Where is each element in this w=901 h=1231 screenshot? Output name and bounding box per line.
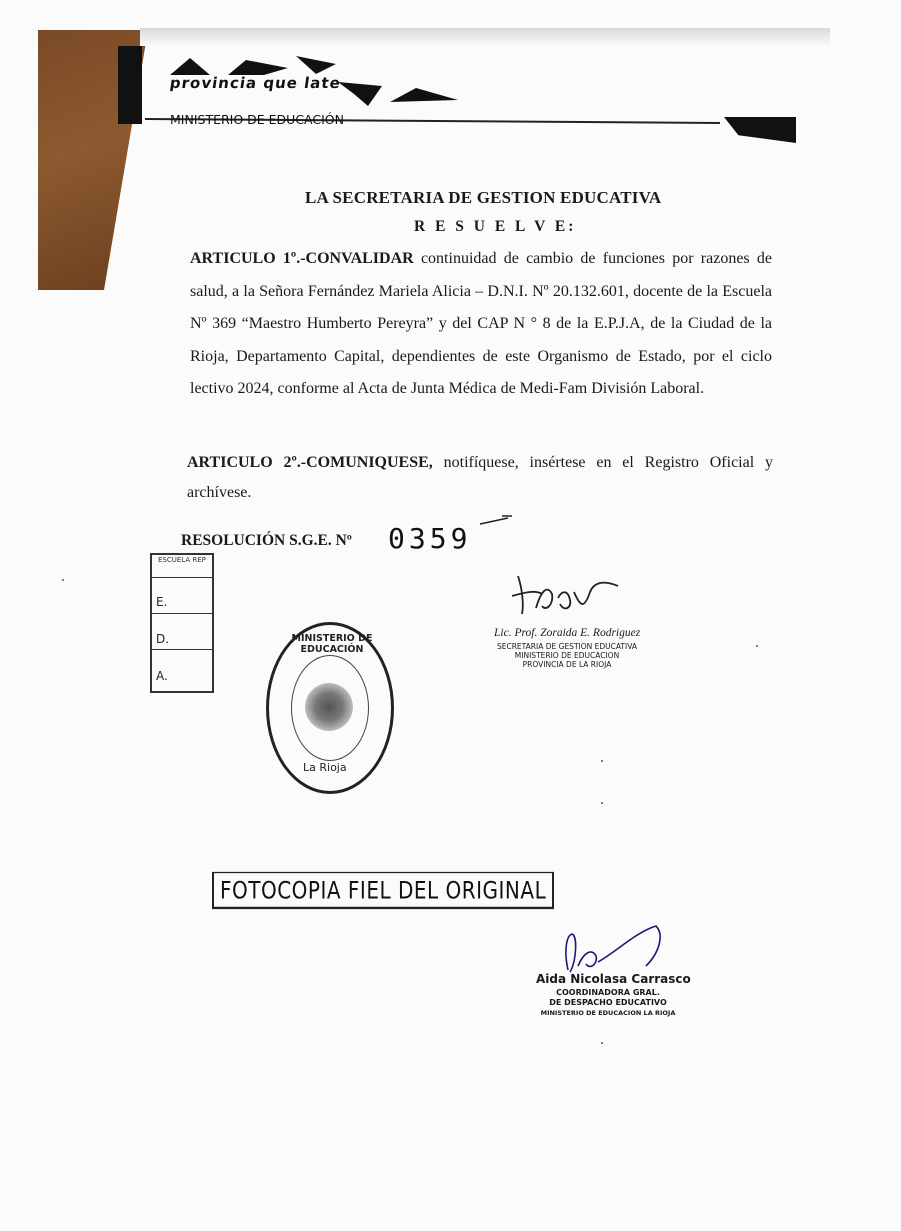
- signature-2-name: Aida Nicolasa Carrasco: [536, 972, 691, 986]
- signature-2-role-line: COORDINADORA GRAL.: [556, 988, 660, 997]
- signature-2-role-line: MINISTERIO DE EDUCACION LA RIOJA: [540, 1009, 676, 1017]
- stamp-divider: [152, 613, 212, 614]
- speck: [601, 802, 603, 804]
- signature-1-role: [495, 642, 639, 669]
- seal-bottom-text: La Rioja: [303, 761, 347, 774]
- signature-1-role-line: PROVINCIA DE LA RIOJA: [522, 660, 612, 669]
- ministry-heading: MINISTERIO DE EDUCACIÓN: [170, 112, 344, 127]
- register-stamp-box: [150, 553, 214, 693]
- signature-1-scribble-icon: [508, 568, 628, 624]
- speck: [601, 760, 603, 762]
- signature-1-name: Lic. Prof. Zoraida E. Rodriguez: [494, 627, 641, 639]
- stamp-row-label: E.: [156, 595, 168, 609]
- article-2: [187, 448, 773, 508]
- speck: [62, 579, 64, 581]
- paper-shadow: [140, 28, 830, 46]
- certified-copy-stamp: FOTOCOPIA FIEL DEL ORIGINAL: [212, 872, 554, 909]
- signature-2-scribble-icon: [556, 922, 676, 978]
- header-tab-mark: [724, 117, 796, 143]
- article-1-text: continuidad de cambio de funciones por razones de salud, a la Señora Fernández Mariela Alicia – D.N.I. Nº 20.132.601, docente de la Escuela Nº 369 “Maestro Humberto Pereyra” y del CAP N ° 8 de la E.P.J.A, de la Ciudad de la Rioja, Departamento Capital, dependientes de este Organismo de Estado, por el ciclo lectivo 2024, conforme al Acta de Junta Médica de Medi-Fam División Laboral.: [190, 250, 773, 397]
- article-1-label: ARTICULO 1º.-CONVALIDAR: [190, 250, 414, 267]
- article-1: [190, 243, 772, 406]
- speck: [601, 1042, 603, 1044]
- stamp-divider: [152, 649, 212, 650]
- resolution-label: RESOLUCIÓN S.G.E. Nº: [181, 532, 352, 549]
- stamp-row-label: A.: [156, 669, 168, 683]
- article-2-text: notifíquese, insértese en el Registro Oficial y archívese.: [187, 454, 773, 501]
- resuelve-heading: R E S U E L V E:: [414, 218, 577, 235]
- signature-2-role-line: DE DESPACHO EDUCATIVO: [549, 998, 667, 1007]
- logo-text: provincia que late: [168, 74, 343, 92]
- signature-1-role-line: MINISTERIO DE EDUCACION: [514, 651, 620, 660]
- article-2-label: ARTICULO 2º.-COMUNIQUESE,: [187, 454, 433, 471]
- ministry-seal: [266, 622, 394, 794]
- stamp-box-header: ESCUELA REP: [158, 556, 206, 564]
- seal-top-text: MINISTERIO DE EDUCACIÓN: [291, 633, 373, 655]
- letterhead-bar: [118, 46, 142, 124]
- signature-2-role: [528, 988, 688, 1018]
- stamp-divider: [152, 577, 212, 578]
- signature-1-role-line: SECRETARIA DE GESTION EDUCATIVA: [496, 642, 638, 651]
- speck: [756, 645, 758, 647]
- dash-mark-icon: [478, 512, 518, 528]
- issuer-title: LA SECRETARIA DE GESTION EDUCATIVA: [305, 188, 662, 207]
- stamp-row-label: D.: [156, 632, 170, 646]
- seal-emblem-icon: [305, 683, 353, 731]
- resolution-number: 0359: [388, 522, 472, 555]
